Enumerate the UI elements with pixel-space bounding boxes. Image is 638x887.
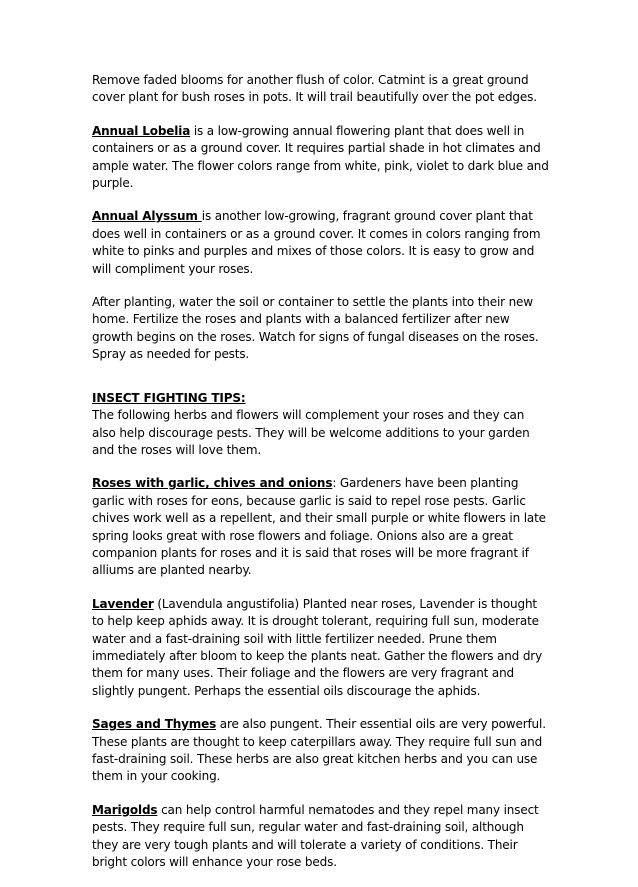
insect-tips-paragraph [92,390,550,460]
marigolds-text: can help control harmful nematodes and they repel many insect pests. They require full sun, regular water and fast-draining soil, although they are very tough plants and will tolerate a variety of conditions. Their bright colors will enhance your rose beds. [92,802,539,870]
alyssum-heading: Annual Alyssum [92,209,202,224]
sages-text: are also pungent. Their essential oils are very powerful. These plants are thought to keep caterpillars away. They require full sun and fast-draining soil. These herbs are also great kitchen herbs and you can use them in your cooking. [92,717,546,784]
after-planting-text: After planting, water the soil or container to settle the plants into their new home. Fertilize the roses and plants with a balanced fertilizer after new growth begins on the roses. Watch for signs of fungal diseases on the roses. Spray as needed for pests. [92,295,539,362]
document-page [92,72,550,887]
lobelia-text: is a low-growing annual flowering plant that does well in containers or as a ground cover. It requires partial shade in hot climates and ample water. The flower colors range from white, pink, violet to dark blue and purple. [92,123,549,191]
lavender-heading: Lavender [92,596,154,611]
intro-paragraph [92,72,550,107]
lavender-paragraph [92,596,550,700]
garlic-text: : Gardeners have been planting garlic with roses for eons, because garlic is said to repel rose pests. Garlic chives work well as a repellent, and their small purple or white flowers in late spring looks great with rose flowers and foliage. Onions also are a great companion plants for roses and it is said that roses will be more fragrant if alliums are planted nearby. [92,476,546,578]
alyssum-text: is another low-growing, fragrant ground cover plant that does well in containers or as a ground cover. It comes in colors ranging from white to pinks and purples and mixes of those colors. It is easy to grow and will compliment your roses. [92,209,541,276]
insect-tips-heading: INSECT FIGHTING TIPS: [92,390,246,405]
sages-heading: Sages and Thymes [92,717,217,732]
intro-text: Remove faded blooms for another flush of color. Catmint is a great ground cover plant for bush roses in pots. It will trail beautifully over the pot edges. [92,73,537,105]
alyssum-paragraph [92,208,550,278]
garlic-paragraph [92,475,550,579]
lobelia-paragraph [92,123,550,193]
lavender-text: (Lavendula angustifolia) Planted near roses, Lavender is thought to help keep aphids away. It is drought tolerant, requiring full sun, moderate water and a fast-draining soil with little fertilizer needed. Prune them immediately after bloom to keep the plants neat. Gather the flowers and dry them for many uses. Their foliage and the flowers are very fragrant and slightly pungent. Perhaps the essential oils discourage the aphids. [92,596,543,698]
marigolds-paragraph [92,802,550,872]
sages-paragraph [92,716,550,786]
lobelia-heading: Annual Lobelia [92,123,191,138]
insect-tips-text: The following herbs and flowers will complement your roses and they can also help discourage pests. They will be welcome additions to your garden and the roses will love them. [92,408,530,457]
garlic-heading: Roses with garlic, chives and onions [92,476,333,491]
after-planting-paragraph [92,294,550,364]
marigolds-heading: Marigolds [92,802,158,817]
